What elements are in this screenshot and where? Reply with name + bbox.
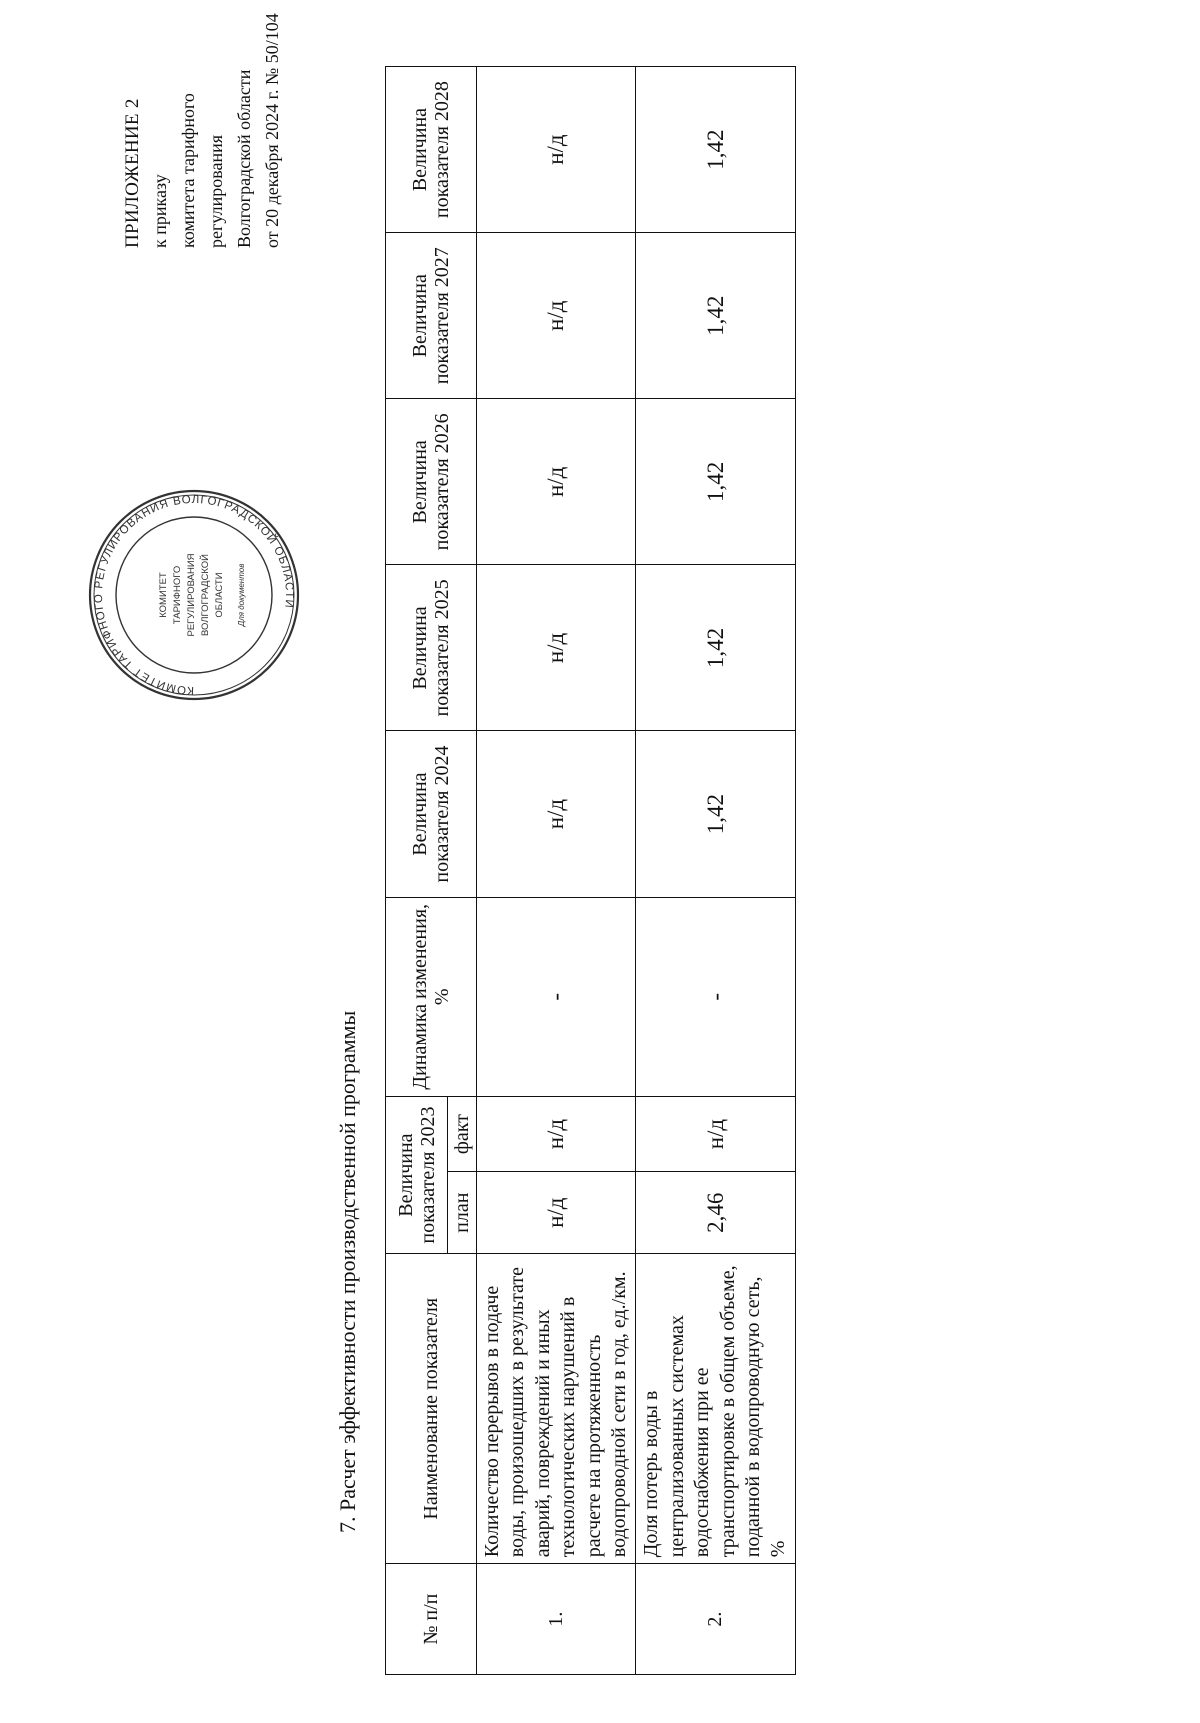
value-fact-2023: н/д xyxy=(636,1096,795,1171)
document-header xyxy=(118,8,287,248)
header-value-2026: Величина показателя 2026 xyxy=(386,399,477,565)
header-number: № п/п xyxy=(386,1564,477,1675)
value-2024: 1,42 xyxy=(636,731,795,897)
row-number: 2. xyxy=(636,1564,795,1675)
header-line-committee: комитета тарифного регулирования xyxy=(178,93,227,248)
header-dynamics: Динамика изменения, % xyxy=(386,897,477,1096)
table-row xyxy=(477,67,636,1675)
header-line-order: к приказу xyxy=(150,174,171,248)
header-value-2024: Величина показателя 2024 xyxy=(386,731,477,897)
header-indicator-name: Наименование показателя xyxy=(386,1254,477,1564)
efficiency-table xyxy=(385,66,796,1675)
svg-text:ВОЛГОГРАДСКОЙ: ВОЛГОГРАДСКОЙ xyxy=(200,554,211,636)
indicator-name: Доля потерь воды в централизованных системах водоснабжения при ее транспортировке в общем объеме, поданной в водопроводную сеть, % xyxy=(636,1254,795,1564)
header-value-2027: Величина показателя 2027 xyxy=(386,233,477,399)
value-2027: н/д xyxy=(477,233,636,399)
seal-outer-text: КОМИТЕТ ТАРИФНОГО РЕГУЛИРОВАНИЯ ВОЛГОГРАДСКОЙ ОБЛАСТИ xyxy=(92,493,296,697)
value-2027: 1,42 xyxy=(636,233,795,399)
official-seal-stamp xyxy=(84,485,304,705)
header-fact: факт xyxy=(448,1096,477,1171)
header-line-region: Волгоградской области xyxy=(234,69,255,248)
table-row xyxy=(636,67,795,1675)
value-2024: н/д xyxy=(477,731,636,897)
header-value-2025: Величина показателя 2025 xyxy=(386,565,477,731)
value-2028: н/д xyxy=(477,67,636,233)
value-plan-2023: н/д xyxy=(477,1172,636,1254)
header-line-date-number: от 20 декабря 2024 г. № 50/104 xyxy=(262,13,282,248)
value-2026: н/д xyxy=(477,399,636,565)
value-2025: 1,42 xyxy=(636,565,795,731)
svg-text:РЕГУЛИРОВАНИЯ: РЕГУЛИРОВАНИЯ xyxy=(186,553,197,637)
row-number: 1. xyxy=(477,1564,636,1675)
value-fact-2023: н/д xyxy=(477,1096,636,1171)
svg-text:ОБЛАСТИ: ОБЛАСТИ xyxy=(214,572,225,618)
value-dynamics: - xyxy=(636,897,795,1096)
appendix-label: ПРИЛОЖЕНИЕ 2 xyxy=(122,98,143,248)
seal-note: Для документов xyxy=(237,563,246,627)
value-2025: н/д xyxy=(477,565,636,731)
svg-text:ТАРИФНОГО: ТАРИФНОГО xyxy=(172,565,183,625)
value-2028: 1,42 xyxy=(636,67,795,233)
value-dynamics: - xyxy=(477,897,636,1096)
indicator-name: Количество перерывов в подаче воды, произошедших в результате аварий, повреждений и иных технологических нарушений в расчете на протяженность водопроводной сети в год, ед./км. xyxy=(477,1254,636,1564)
header-plan: план xyxy=(448,1172,477,1254)
value-2026: 1,42 xyxy=(636,399,795,565)
svg-text:КОМИТЕТ: КОМИТЕТ xyxy=(158,572,169,618)
header-value-2023: Величина показателя 2023 xyxy=(386,1096,448,1253)
table-title: 7. Расчет эффективности производственной программы xyxy=(335,1010,360,1533)
header-value-2028: Величина показателя 2028 xyxy=(386,67,477,233)
value-plan-2023: 2,46 xyxy=(636,1172,795,1254)
